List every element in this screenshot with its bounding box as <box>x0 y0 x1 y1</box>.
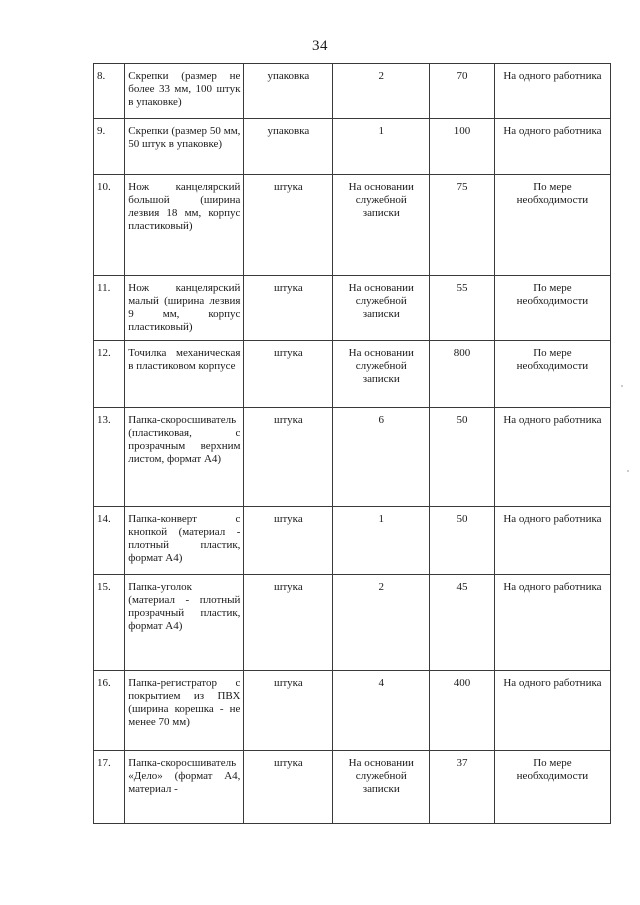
item-name: Скрепки (размер не более 33 мм, 100 штук в упаковке) <box>125 64 244 119</box>
table-row <box>94 671 611 751</box>
row-number: 14. <box>94 507 125 575</box>
table-row <box>94 119 611 175</box>
item-name: Точилка механическая в пластиковом корпусе <box>125 341 244 408</box>
item-price: 55 <box>430 276 495 341</box>
item-quantity: На основании служебной записки <box>333 276 430 341</box>
item-quantity: 2 <box>333 575 430 671</box>
table-row <box>94 751 611 824</box>
item-unit: штука <box>244 751 333 824</box>
item-price: 800 <box>430 341 495 408</box>
table-row <box>94 175 611 276</box>
item-name: Папка-конверт с кнопкой (материал - плотный пластик, формат А4) <box>125 507 244 575</box>
item-unit: штука <box>244 575 333 671</box>
row-number: 8. <box>94 64 125 119</box>
item-note: На одного работника <box>494 64 610 119</box>
item-name: Папка-скоросшиватель «Дело» (формат А4, материал - <box>125 751 244 824</box>
item-quantity: 6 <box>333 408 430 507</box>
table-row <box>94 408 611 507</box>
item-name: Скрепки (размер 50 мм, 50 штук в упаковке) <box>125 119 244 175</box>
item-name: Папка-уголок (материал - плотный прозрачный пластик, формат А4) <box>125 575 244 671</box>
item-note: На одного работника <box>494 575 610 671</box>
item-note: На одного работника <box>494 671 610 751</box>
item-unit: штука <box>244 341 333 408</box>
item-price: 37 <box>430 751 495 824</box>
item-quantity: 2 <box>333 64 430 119</box>
table-row <box>94 276 611 341</box>
item-note: По мере необходимости <box>494 175 610 276</box>
row-number: 15. <box>94 575 125 671</box>
item-name: Папка-регистратор с покрытием из ПВХ (ширина корешка - не менее 70 мм) <box>125 671 244 751</box>
item-note: По мере необходимости <box>494 751 610 824</box>
item-unit: штука <box>244 276 333 341</box>
row-number: 10. <box>94 175 125 276</box>
item-note: На одного работника <box>494 408 610 507</box>
table-row <box>94 507 611 575</box>
item-unit: штука <box>244 175 333 276</box>
item-name: Нож канцелярский большой (ширина лезвия 18 мм, корпус пластиковый) <box>125 175 244 276</box>
item-name: Папка-скоросшиватель (пластиковая, с прозрачным верхним листом, формат А4) <box>125 408 244 507</box>
item-unit: штука <box>244 408 333 507</box>
item-quantity: 1 <box>333 119 430 175</box>
item-note: По мере необходимости <box>494 341 610 408</box>
item-quantity: На основании служебной записки <box>333 341 430 408</box>
scan-speck <box>621 385 623 387</box>
row-number: 13. <box>94 408 125 507</box>
table-row <box>94 341 611 408</box>
item-unit: упаковка <box>244 64 333 119</box>
item-unit: штука <box>244 671 333 751</box>
row-number: 12. <box>94 341 125 408</box>
item-price: 400 <box>430 671 495 751</box>
table-row <box>94 64 611 119</box>
item-quantity: 4 <box>333 671 430 751</box>
row-number: 11. <box>94 276 125 341</box>
row-number: 16. <box>94 671 125 751</box>
item-note: На одного работника <box>494 507 610 575</box>
item-price: 75 <box>430 175 495 276</box>
item-name: Нож канцелярский малый (ширина лезвия 9 мм, корпус пластиковый) <box>125 276 244 341</box>
table-row <box>94 575 611 671</box>
row-number: 17. <box>94 751 125 824</box>
page-number: 34 <box>312 38 328 54</box>
item-quantity: 1 <box>333 507 430 575</box>
item-unit: штука <box>244 507 333 575</box>
item-price: 70 <box>430 64 495 119</box>
item-price: 50 <box>430 507 495 575</box>
scan-speck <box>627 470 629 472</box>
item-quantity: На основании служебной записки <box>333 175 430 276</box>
supplies-table <box>93 63 611 824</box>
item-note: На одного работника <box>494 119 610 175</box>
item-price: 50 <box>430 408 495 507</box>
row-number: 9. <box>94 119 125 175</box>
item-unit: упаковка <box>244 119 333 175</box>
item-price: 45 <box>430 575 495 671</box>
item-quantity: На основании служебной записки <box>333 751 430 824</box>
item-note: По мере необходимости <box>494 276 610 341</box>
item-price: 100 <box>430 119 495 175</box>
